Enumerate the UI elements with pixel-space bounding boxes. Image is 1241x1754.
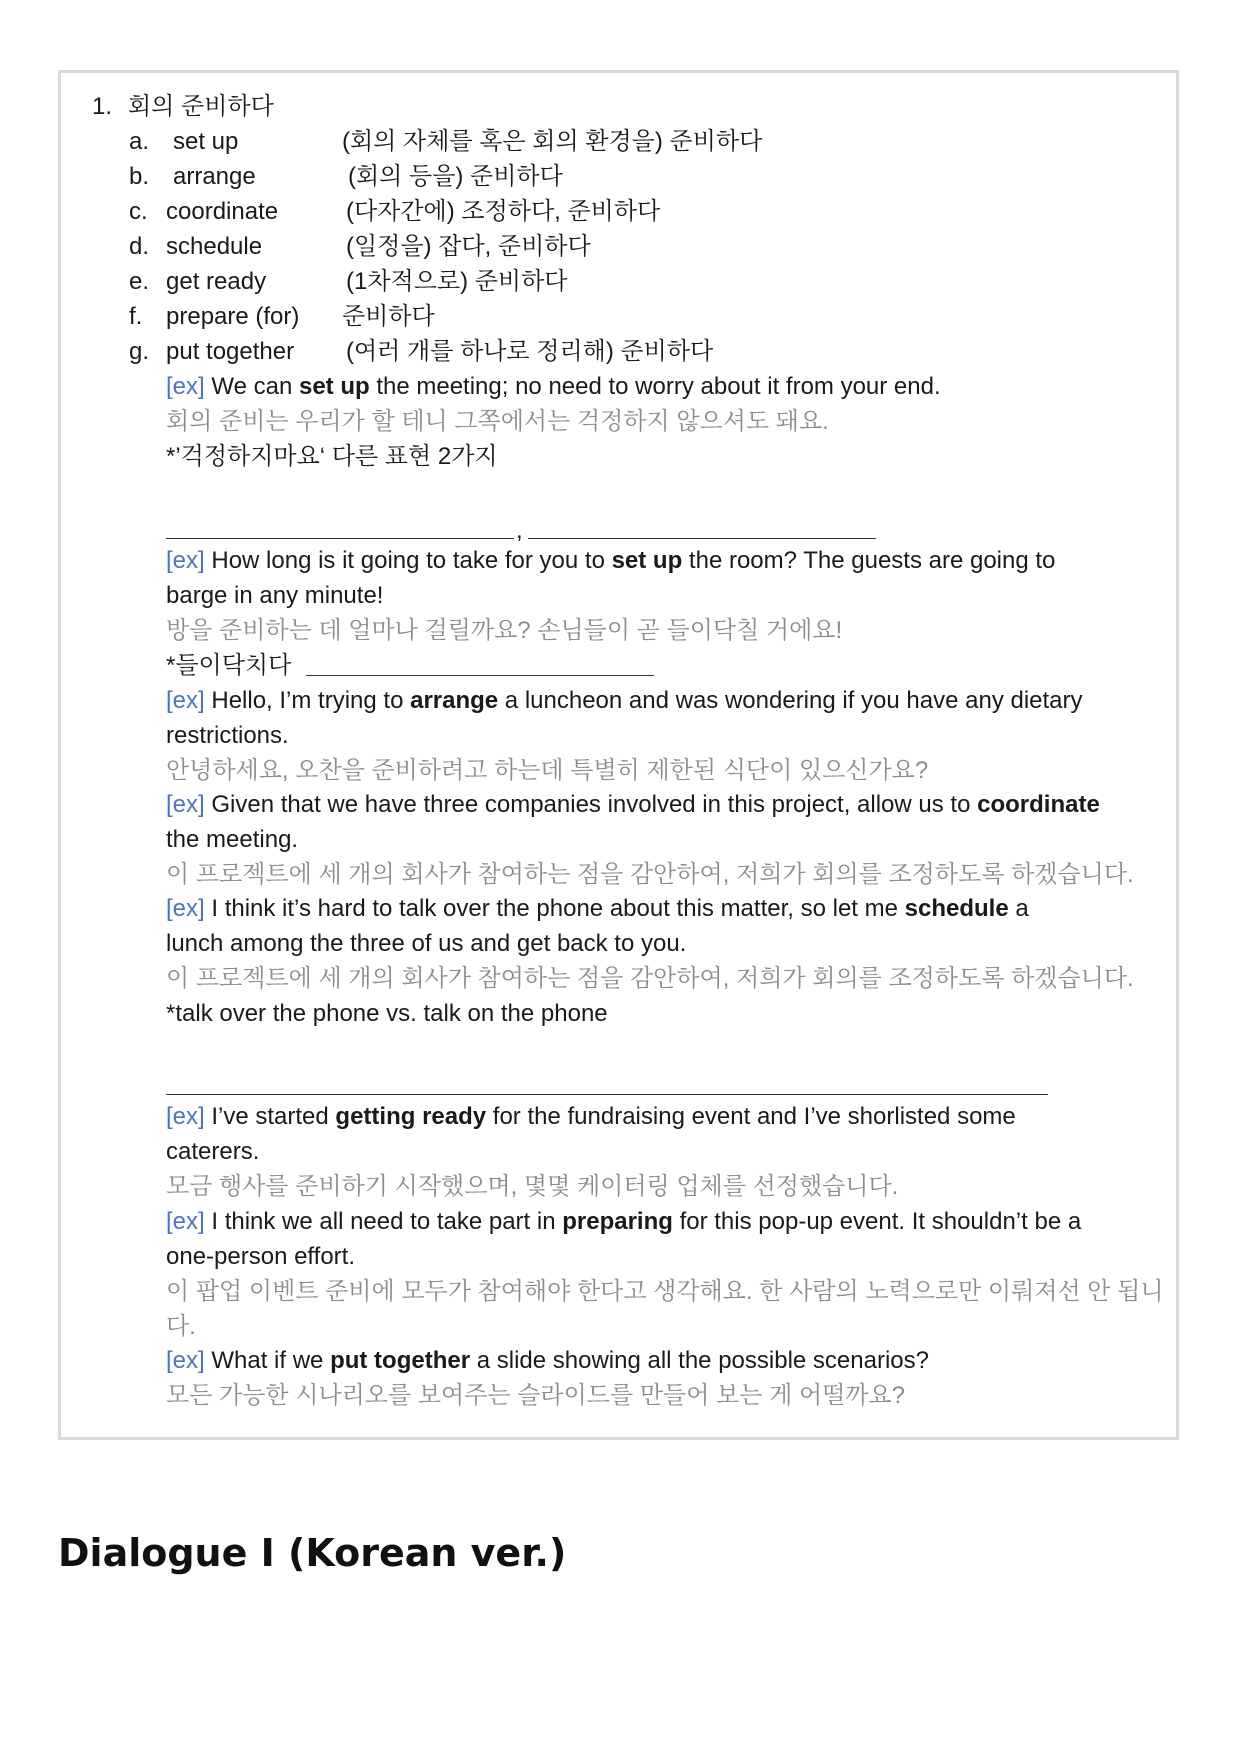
example-8-en: [ex] What if we put together a slide showing all the possible scenarios? (166, 1347, 929, 1374)
section-title: 회의 준비하다 (128, 93, 274, 120)
item-meaning-g: (여러 개를 하나로 정리해) 준비하다 (346, 338, 714, 365)
example-2-en-line2: barge in any minute! (166, 582, 384, 609)
item-meaning-c: (다자간에) 조정하다, 준비하다 (346, 198, 661, 225)
example-6-ko: 모금 행사를 준비하기 시작했으며, 몇몇 케이터링 업체를 선정했습니다. (166, 1173, 899, 1200)
item-term-d: schedule (166, 233, 263, 260)
section-number: 1. (92, 93, 113, 120)
example-2-en: [ex] How long is it going to take for you to set up the room? The guests are going to (166, 547, 1056, 574)
item-term-c: coordinate (166, 198, 279, 225)
example-5-note: *talk over the phone vs. talk on the phone (166, 1000, 608, 1027)
example-3-en-line2: restrictions. (166, 722, 289, 749)
example-5-en-line2: lunch among the three of us and get back to you. (166, 930, 687, 957)
item-term-g: put together (166, 338, 295, 365)
key-term: set up (611, 547, 683, 574)
answer-blank-4[interactable] (166, 1094, 1048, 1095)
item-term-a: set up (173, 128, 239, 155)
example-2-ko: 방을 준비하는 데 얼마나 걸릴까요? 손님들이 곧 들이닥칠 거에요! (166, 617, 843, 644)
answer-blank-1[interactable] (166, 538, 514, 539)
example-6-en: [ex] I’ve started getting ready for the fundraising event and I’ve shorlisted some (166, 1103, 1016, 1130)
item-meaning-f: 준비하다 (342, 303, 435, 330)
example-6-en-line2: caterers. (166, 1138, 260, 1165)
example-8-ko: 모든 가능한 시나리오를 보여주는 슬라이드를 만들어 보는 게 어떨까요? (166, 1382, 906, 1409)
key-term: coordinate (977, 791, 1100, 818)
example-3-ko: 안녕하세요, 오찬을 준비하려고 하는데 특별히 제한된 식단이 있으신가요? (166, 757, 929, 784)
key-term: getting ready (335, 1103, 487, 1130)
item-letter-e: e. (129, 268, 150, 295)
example-7-ko-line2: 다. (166, 1313, 196, 1340)
key-term: schedule (904, 895, 1009, 922)
item-letter-f: f. (129, 303, 143, 330)
key-term: preparing (562, 1208, 673, 1235)
answer-blank-2[interactable] (528, 538, 876, 539)
example-5-ko: 이 프로젝트에 세 개의 회사가 참여하는 점을 감안하여, 저희가 회의를 조정하도록 하겠습니다. (166, 965, 1134, 992)
ex-tag: [ex] (166, 373, 205, 400)
key-term: set up (298, 373, 370, 400)
ex-tag: [ex] (166, 895, 205, 922)
item-meaning-b: (회의 등을) 준비하다 (348, 163, 563, 190)
example-4-ko: 이 프로젝트에 세 개의 회사가 참여하는 점을 감안하여, 저희가 회의를 조정하도록 하겠습니다. (166, 861, 1134, 888)
example-1-en: [ex] We can set up the meeting; no need to worry about it from your end. (166, 373, 941, 400)
example-7-en: [ex] I think we all need to take part in preparing for this pop-up event. It shouldn’t be a (166, 1208, 1082, 1235)
item-term-e: get ready (166, 268, 267, 295)
item-letter-a: a. (129, 128, 150, 155)
example-5-en: [ex] I think it’s hard to talk over the phone about this matter, so let me schedule a (166, 895, 1029, 922)
ex-tag: [ex] (166, 1208, 205, 1235)
ex-tag: [ex] (166, 1347, 205, 1374)
item-letter-b: b. (129, 163, 150, 190)
key-term: put together (330, 1347, 471, 1374)
item-meaning-d: (일정을) 잡다, 준비하다 (346, 233, 591, 260)
ex-tag: [ex] (166, 791, 205, 818)
item-term-b: arrange (173, 163, 256, 190)
example-7-ko: 이 팝업 이벤트 준비에 모두가 참여해야 한다고 생각해요. 한 사람의 노력으로만 이뤄져선 안 됩니 (166, 1278, 1164, 1305)
dialogue-heading: Dialogue I (Korean ver.) (58, 1531, 567, 1575)
key-term: arrange (410, 687, 499, 714)
item-letter-g: g. (129, 338, 150, 365)
item-meaning-a: (회의 자체를 혹은 회의 환경을) 준비하다 (342, 128, 763, 155)
item-letter-c: c. (129, 198, 148, 225)
ex-tag: [ex] (166, 547, 205, 574)
example-1-ko: 회의 준비는 우리가 할 테니 그쪽에서는 걱정하지 않으셔도 돼요. (166, 408, 829, 435)
item-term-f: prepare (for) (166, 303, 300, 330)
example-4-en: [ex] Given that we have three companies involved in this project, allow us to coordinate (166, 791, 1100, 818)
item-letter-d: d. (129, 233, 150, 260)
blank-separator: , (516, 517, 523, 544)
example-4-en-line2: the meeting. (166, 826, 299, 853)
example-2-note: *들이닥치다 (166, 652, 292, 679)
item-meaning-e: (1차적으로) 준비하다 (346, 268, 568, 295)
example-1-note: *’걱정하지마요‘ 다른 표현 2가지 (166, 443, 498, 470)
ex-tag: [ex] (166, 1103, 205, 1130)
example-7-en-line2: one-person effort. (166, 1243, 356, 1270)
ex-tag: [ex] (166, 687, 205, 714)
example-3-en: [ex] Hello, I’m trying to arrange a luncheon and was wondering if you have any dietary (166, 687, 1083, 714)
answer-blank-3[interactable] (306, 675, 654, 676)
